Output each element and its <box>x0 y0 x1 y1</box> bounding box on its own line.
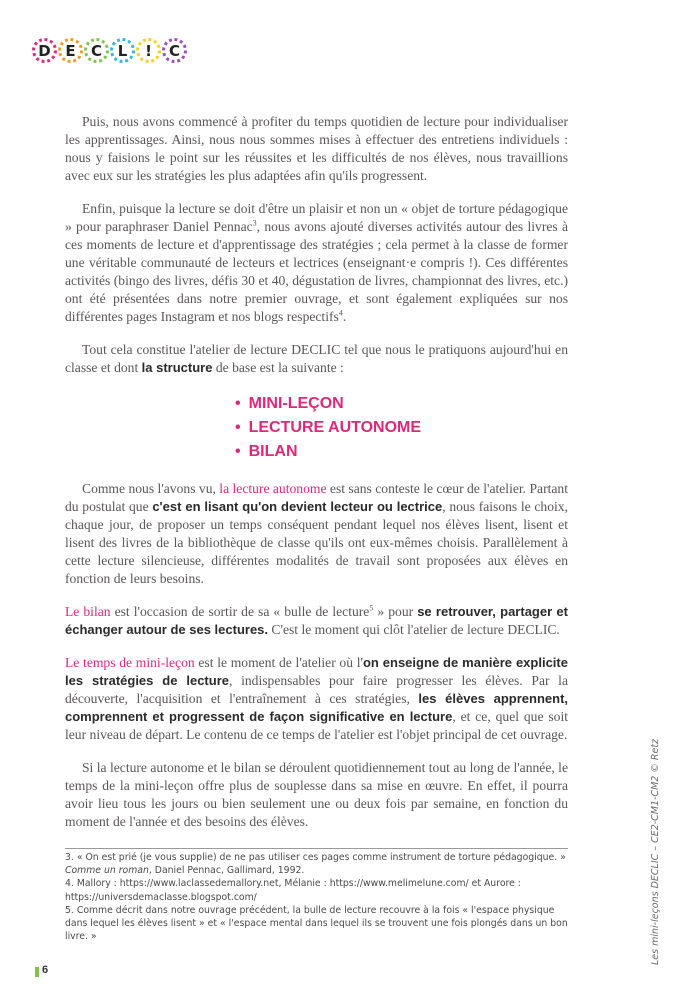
paragraph-2 <box>65 200 568 326</box>
list-item-mini-lecon: • MINI-LEÇON <box>235 392 568 416</box>
paragraph-4-part-c: , nous faisons le choix, chaque jour, de proposer un temps conséquent pendant lequel nos élèves lisent, lisent et lisent des livres de la bibliothèque de classe qu'ils ont eux-mêmes choisis. Parallèlement à cette lecture silencieuse, différentes modalités de travail sont proposées aux élèves en fonction de leurs besoins. <box>65 499 568 586</box>
side-credit: Les mini-leçons DECLIC – CE2-CM1-CM2 © Retz <box>650 738 661 965</box>
paragraph-3-part-b: de base est la suivante : <box>212 360 344 375</box>
paragraph-5-part-b: » pour <box>373 604 418 619</box>
paragraph-2-part-a: Enfin, puisque la lecture se doit d'être un plaisir et non un « objet de torture pédagogique » pour paraphraser Daniel Pennac <box>65 201 568 234</box>
paragraph-5-part-c: C'est le moment qui clôt l'atelier de lecture DECLIC. <box>268 622 560 637</box>
body-text <box>65 113 568 846</box>
footnote-3-book-title: Comme un roman <box>65 865 149 877</box>
logo-letter-d: D <box>32 38 57 63</box>
page-number: 6 <box>42 964 49 976</box>
structure-list <box>65 392 568 464</box>
explicit-teaching-emphasis: on enseigne de manière explicite les stratégies de lecture <box>65 655 568 688</box>
paragraph-6 <box>65 654 568 744</box>
logo-letter-c: C <box>84 38 109 63</box>
footnote-3-part-a: 3. « On est prié (je vous supplie) de ne pas utiliser ces pages comme instrument de torture pédagogique. » <box>65 852 566 863</box>
paragraph-6-part-c: , et ce, quel que soit leur niveau de départ. Le contenu de ce temps de l'atelier est l'objet principal de cet ouvrage. <box>65 709 568 742</box>
lecture-autonome-highlight: la lecture autonome <box>219 481 327 496</box>
page-marker <box>35 967 39 977</box>
footnote-ref-5: 5 <box>369 603 374 613</box>
structure-emphasis: la structure <box>141 360 213 375</box>
bilan-highlight: Le bilan <box>65 604 111 619</box>
bilan-emphasis: se retrouver, partager et échanger autour de ses lectures. <box>65 604 568 637</box>
footnote-4: 4. Mallory : https://www.laclassedemallory.net, Mélanie : https://www.melimelune.com/ et Aurore : https://universdemaclasse.blogspot.com/ <box>65 878 521 903</box>
paragraph-4-part-b: est sans conteste le cœur de l'atelier. Partant du postulat que <box>65 481 568 514</box>
paragraph-4-part-a: Comme nous l'avons vu, <box>82 481 220 496</box>
list-item-lecture-autonome: • LECTURE AUTONOME <box>235 416 568 440</box>
logo-letter-c2: C <box>162 38 187 63</box>
paragraph-2-part-b: , nous avons ajouté diverses activités autour des livres à ces moments de lecture et d'apprentissage des stratégies ; cela permet à la classe de former une véritable communauté de lecteurs et lectrices (enseignant·e compris !). Ces différentes activités (bingo des livres, défis 30 et 40, dégustation de livres, championnat des livres, etc.) ont été présentées dans notre premier ouvrage, et sont également expliquées sur nos différentes pages Instagram et nos blogs respectifs <box>65 219 568 324</box>
paragraph-4 <box>65 480 568 588</box>
lecture-emphasis: c'est en lisant qu'on devient lecteur ou lectrice <box>152 499 443 514</box>
paragraph-3-part-a: Tout cela constitue l'atelier de lecture DECLIC tel que nous le pratiquons aujourd'hui en classe et dont <box>65 342 568 375</box>
paragraph-7: Si la lecture autonome et le bilan se déroulent quotidiennement tout au long de l'année, le temps de la mini-leçon offre plus de souplesse dans sa mise en œuvre. En effet, il pourra avoir lieu tous les jours ou bien seulement une ou deux fois par semaine, en fonction du moment de l'année et des besoins des élèves. <box>65 760 568 829</box>
logo-letter-exclamation: ! <box>136 38 161 63</box>
footnote-5: 5. Comme décrit dans notre ouvrage précédent, la bulle de lecture recouvre à la fois « l'espace physique dans lequel les élèves lisent » et « l'espace mental dans lequel ils se trouvent une fois plongés dans un bon livre. » <box>65 904 568 943</box>
list-item-bilan: • BILAN <box>235 440 568 464</box>
paragraph-5-part-a: est l'occasion de sortir de sa « bulle de lecture <box>110 604 370 619</box>
logo-letter-l: L <box>110 38 135 63</box>
paragraph-6-part-b: , indispensables pour faire progresser les élèves. Par la découverte, l'acquisition et l'entraînement à ces stratégies, <box>65 673 568 706</box>
paragraph-6-part-a: est le moment de l'atelier où l' <box>194 655 363 670</box>
declic-logo <box>32 38 187 63</box>
footnote-3 <box>65 851 568 877</box>
footnote-ref-4: 4 <box>338 308 343 318</box>
logo-letter-e: E <box>58 38 83 63</box>
footnotes <box>65 848 568 943</box>
mini-lecon-highlight: Le temps de mini-leçon <box>65 655 195 670</box>
footnote-3-part-b: , Daniel Pennac, Gallimard, 1992. <box>148 865 305 877</box>
paragraph-2-part-c: . <box>342 309 347 324</box>
paragraph-5 <box>65 603 568 639</box>
footnote-ref-3: 3 <box>252 218 257 228</box>
paragraph-3 <box>65 341 568 377</box>
paragraph-1: Puis, nous avons commencé à profiter du temps quotidien de lecture pour individualiser les apprentissages. Ainsi, nous nous sommes mises à effectuer des entretiens individuels : nous y faisions le point sur les réussites et les difficultés de nos élèves, nous travaillions avec eux sur les stratégies les plus adaptées afin qu'ils progressent. <box>65 114 568 183</box>
progress-emphasis: les élèves apprennent, comprennent et progressent de façon significative en lecture <box>65 691 569 724</box>
